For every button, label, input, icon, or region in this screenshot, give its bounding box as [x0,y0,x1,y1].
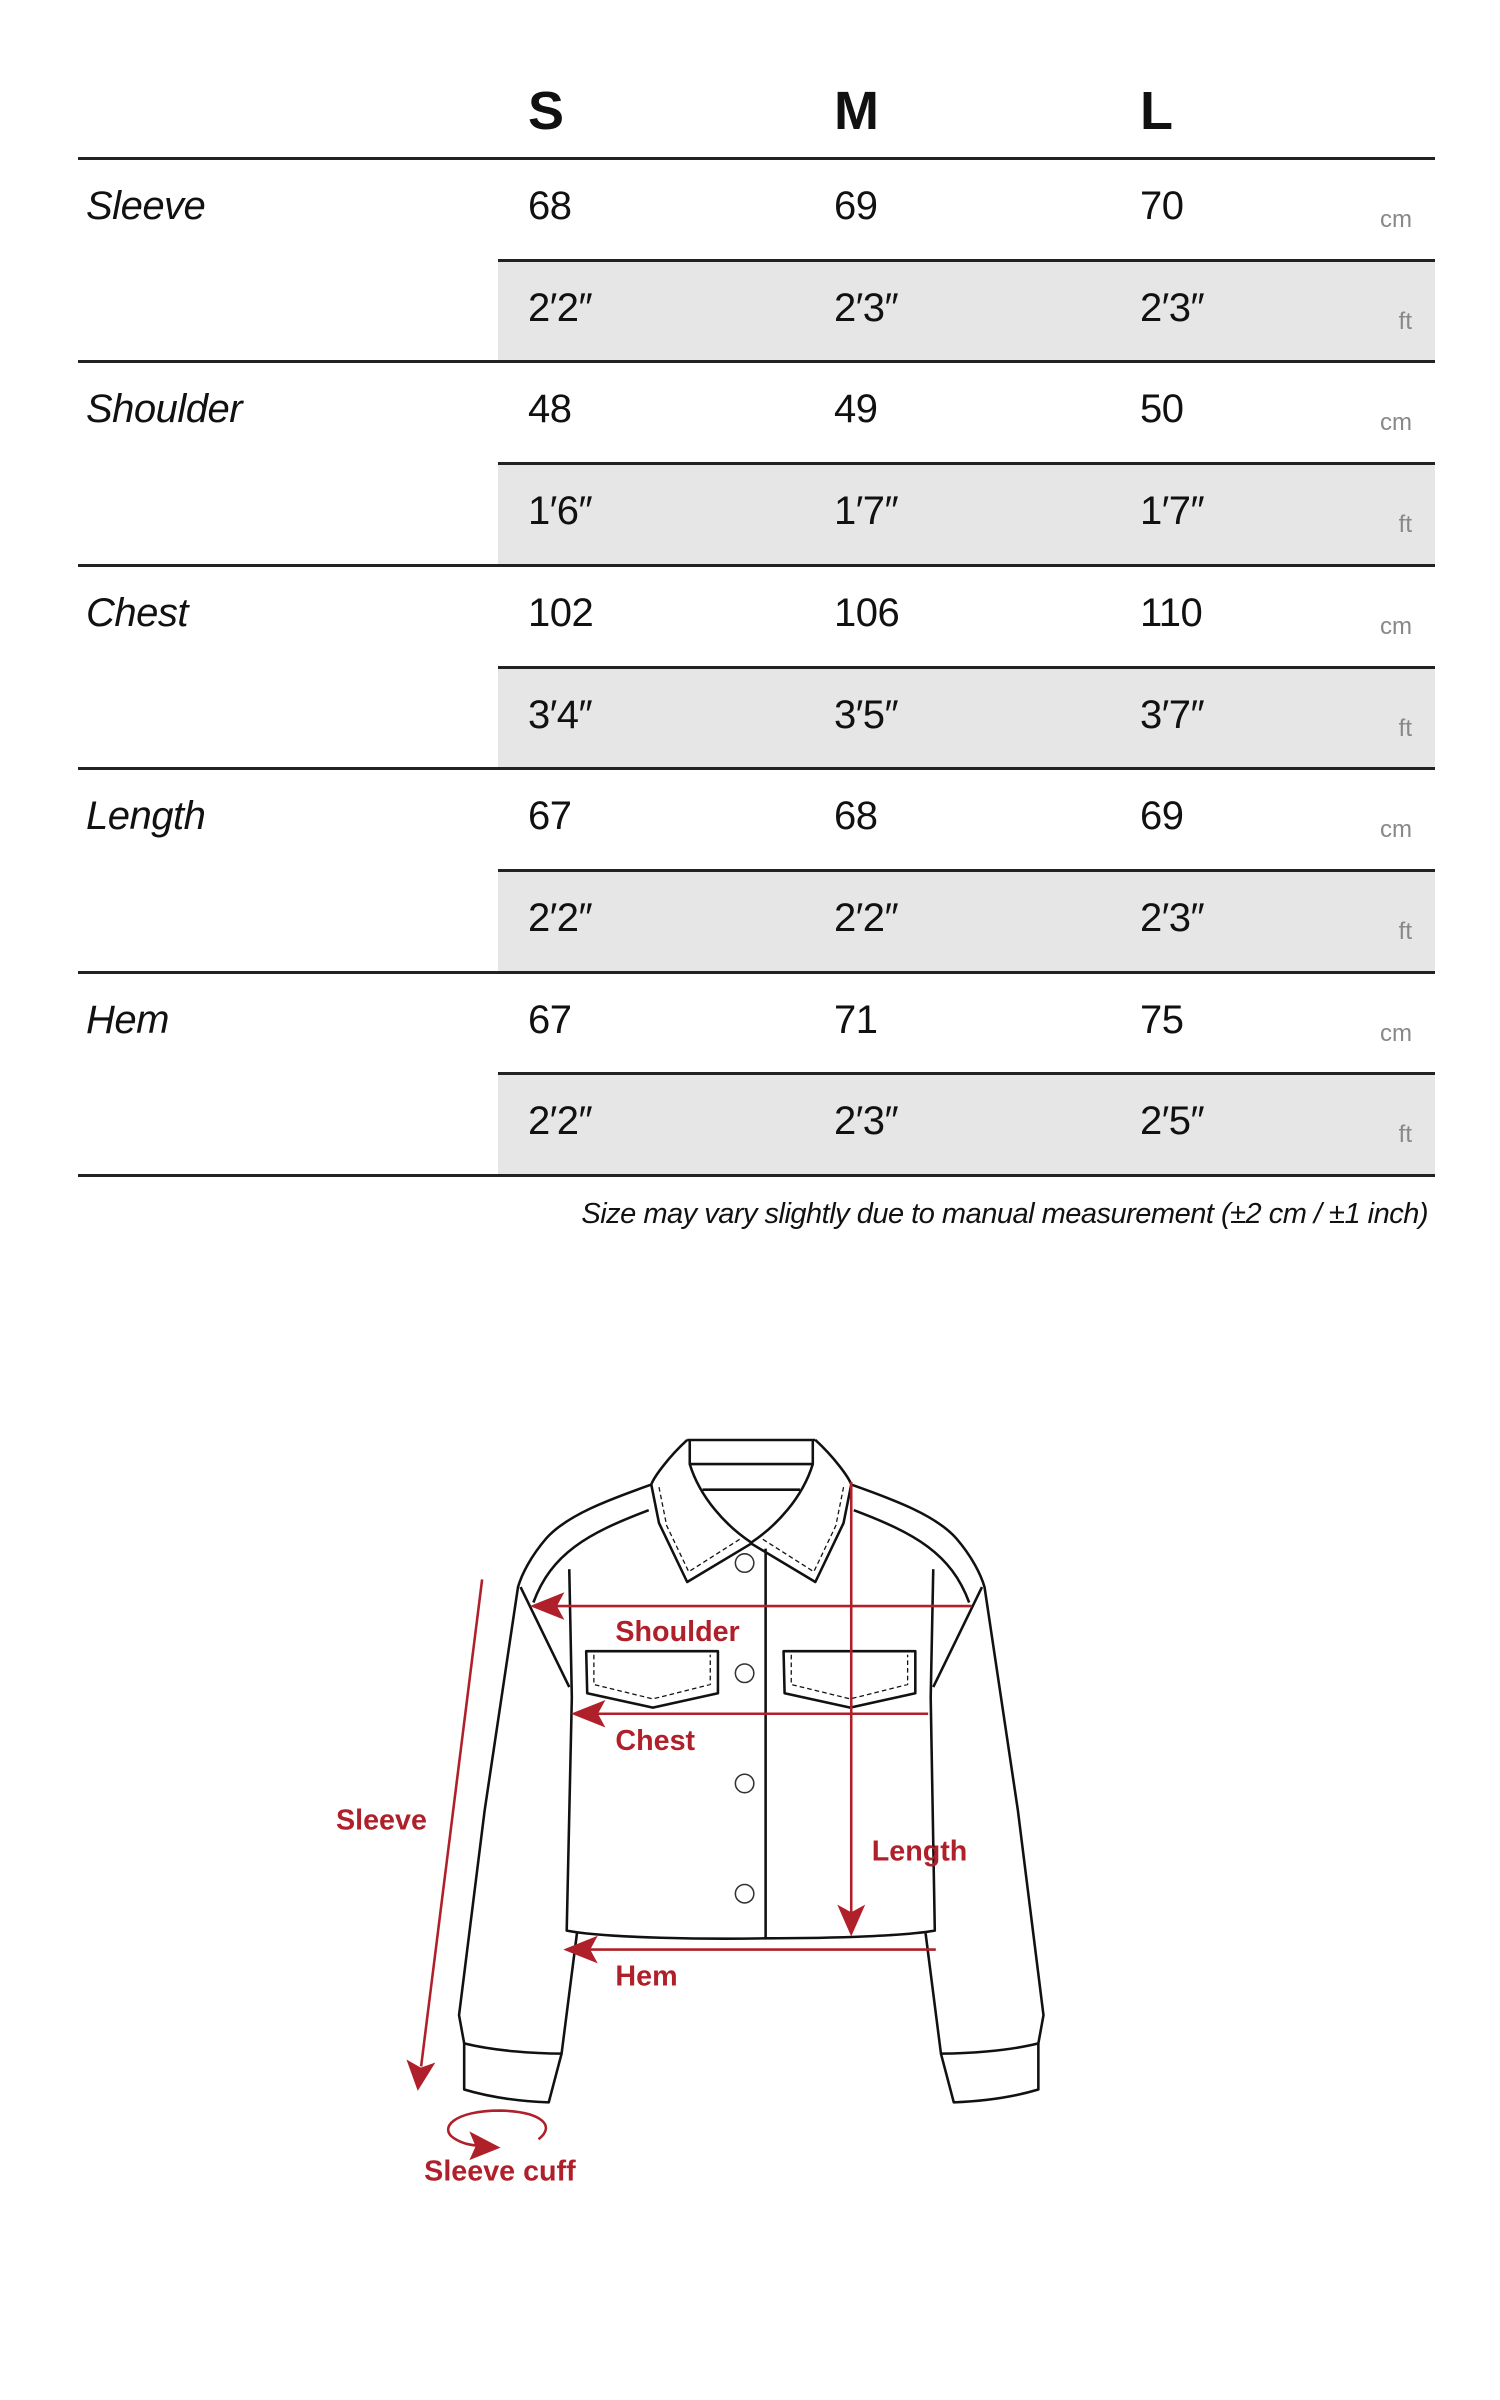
cuff-arrow-icon [472,2134,498,2158]
button-icon [735,1884,753,1902]
label-chest: Chest [615,1725,696,1758]
measurement-note: Size may vary slightly due to manual measurement (±2 cm / ±1 inch) [581,1198,1428,1230]
ft-row-background [498,1073,1435,1175]
row-divider [78,767,1435,770]
label-length: Length [871,1835,968,1868]
button-icon [735,1774,753,1792]
ft-value: 3′4″ [528,692,593,737]
measurement-lines [409,1482,972,2158]
ft-value: 2′2″ [528,895,593,940]
unit-ft: ft [1398,1121,1412,1149]
unit-cm: cm [1380,206,1412,233]
cm-value: 68 [834,794,878,839]
cm-value: 110 [1140,590,1203,635]
measurement-label-length: Length [86,794,206,839]
ft-value: 2′2″ [528,285,593,330]
ft-row-background [498,870,1435,972]
row-divider-sub [498,869,1435,872]
row-divider-sub [498,259,1435,262]
ft-value: 2′2″ [834,895,899,940]
ft-value: 2′3″ [834,285,899,330]
button-icon [735,1554,753,1572]
row-divider [78,971,1435,974]
unit-cm: cm [1380,409,1412,437]
size-header-l: L [1140,81,1173,141]
unit-cm: cm [1380,612,1412,640]
label-sleeve-cuff: Sleeve cuff [424,2155,576,2188]
row-divider [78,564,1435,567]
ft-value: 2′3″ [1140,285,1205,330]
measurement-label-sleeve: Sleeve [86,184,206,228]
ft-value: 1′7″ [834,489,899,534]
row-divider-sub [498,666,1435,669]
header-divider [78,157,1435,160]
cm-value: 69 [1140,794,1184,839]
ft-value: 3′7″ [1140,692,1205,737]
sleeve-line [421,1579,482,2066]
unit-ft: ft [1398,714,1412,742]
cm-value: 48 [528,387,572,432]
measurement-label-hem: Hem [86,997,169,1042]
ft-row-background [498,463,1435,565]
cm-value: 102 [528,590,594,635]
row-divider-sub [498,1072,1435,1075]
unit-ft: ft [1398,307,1412,335]
jacket-diagram [300,1400,1100,2250]
size-header-m: M [834,81,879,141]
unit-cm: cm [1380,816,1412,844]
ft-value: 2′3″ [834,1099,899,1144]
label-shoulder: Shoulder [615,1615,740,1648]
cuff-loop [448,2111,546,2146]
cm-value: 69 [834,184,878,228]
cm-value: 106 [834,590,900,635]
cm-value: 75 [1140,997,1184,1042]
row-divider [78,360,1435,363]
cm-value: 68 [528,184,572,228]
ft-value: 1′7″ [1140,489,1205,534]
ft-value: 2′3″ [1140,895,1205,940]
measurement-label-shoulder: Shoulder [86,387,243,432]
cm-value: 49 [834,387,878,432]
ft-value: 1′6″ [528,489,593,534]
unit-cm: cm [1380,1019,1412,1047]
ft-row-background [498,667,1435,769]
cm-value: 67 [528,794,572,839]
cm-value: 50 [1140,387,1184,432]
ft-value: 2′5″ [1140,1099,1205,1144]
jacket-outline [459,1440,1043,2102]
size-header-s: S [528,81,565,141]
cm-value: 67 [528,997,572,1042]
ft-row-background [498,260,1435,362]
button-icon [735,1664,753,1682]
row-divider [78,1174,1435,1177]
measurement-label-chest: Chest [86,590,188,635]
unit-ft: ft [1398,917,1412,945]
ft-value: 3′5″ [834,692,899,737]
row-divider-sub [498,462,1435,465]
cm-value: 71 [834,997,878,1042]
label-hem: Hem [615,1960,678,1993]
ft-value: 2′2″ [528,1099,593,1144]
label-sleeve: Sleeve [336,1804,427,1837]
cm-value: 70 [1140,184,1184,228]
unit-ft: ft [1398,511,1412,539]
